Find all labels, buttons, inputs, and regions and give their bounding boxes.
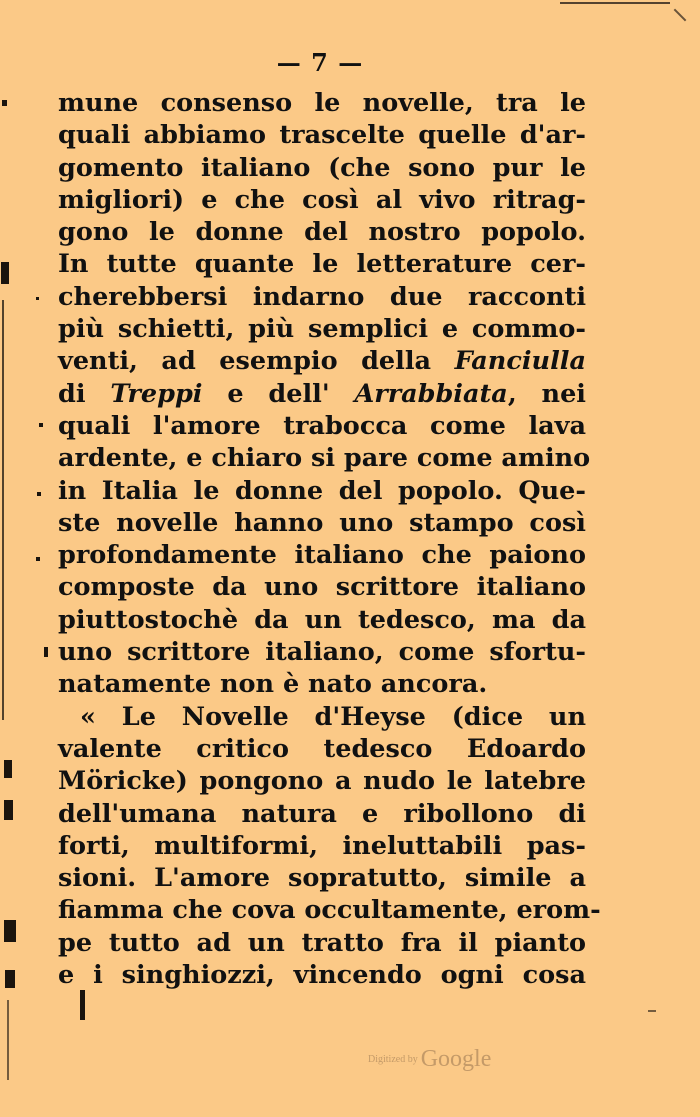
text-line: Möricke) pongono a nudo le latebre <box>58 766 586 797</box>
text-line: quali l'amore trabocca come lava <box>58 410 586 441</box>
text-line: composte da uno scrittore italiano <box>58 572 586 603</box>
corner-mark <box>674 9 687 22</box>
margin-artifact <box>36 557 40 561</box>
margin-artifact <box>4 760 12 778</box>
margin-artifact <box>2 300 4 720</box>
text-line: forti, multiformi, ineluttabili pas- <box>58 830 586 861</box>
text-line: e i singhiozzi, vincendo ogni cosa <box>58 960 586 991</box>
text-line: dell'umana natura e ribollono di <box>58 798 586 829</box>
text-line: ardente, e chiaro si pare come amino <box>58 443 591 474</box>
text-line-with-titles <box>58 378 586 410</box>
margin-artifact <box>1 262 9 284</box>
italic-title-fanciulla: Fanciulla <box>454 346 586 377</box>
text-line: profondamente italiano che paiono <box>58 540 586 571</box>
text-line: ste novelle hanno uno stampo così <box>58 507 586 538</box>
margin-artifact <box>37 492 41 496</box>
text-line: gomento italiano (che sono pur le <box>58 152 586 183</box>
text-line: gono le donne del nostro popolo. <box>58 217 586 248</box>
margin-artifact <box>80 990 85 1020</box>
text-line: in Italia le donne del popolo. Que- <box>58 475 586 506</box>
top-edge-rule <box>560 2 670 4</box>
text-line: uno scrittore italiano, come sfortu- <box>58 637 586 668</box>
google-logo: Google <box>420 1046 492 1072</box>
text-line: piuttostochè da un tedesco, ma da <box>58 604 586 635</box>
google-watermark <box>368 1046 491 1073</box>
watermark-prefix: Digitized by <box>368 1054 418 1065</box>
margin-artifact <box>36 297 39 300</box>
text-fragment: di <box>58 378 111 409</box>
text-line: In tutte quante le letterature cer- <box>58 249 586 280</box>
text-line: mune consenso le novelle, tra le <box>58 88 586 118</box>
text-line: natamente non è nato ancora. <box>58 669 488 700</box>
text-line: cherebbersi indarno due racconti <box>58 281 586 312</box>
text-line: pe tutto ad un tratto fra il pianto <box>58 927 586 958</box>
margin-artifact <box>44 647 48 657</box>
margin-artifact <box>4 800 13 820</box>
margin-artifact <box>2 100 7 106</box>
text-fragment: venti, ad esempio della <box>58 346 455 377</box>
italic-title-treppi: Treppi <box>110 378 203 409</box>
text-line-with-title <box>58 345 586 377</box>
margin-artifact <box>7 1000 9 1080</box>
margin-artifact <box>648 1010 656 1012</box>
text-fragment: , nei <box>507 378 586 409</box>
body-text <box>58 87 601 991</box>
margin-artifact <box>5 970 15 988</box>
text-line: più schietti, più semplici e commo- <box>58 314 586 345</box>
text-line: valente critico tedesco Edoardo <box>58 733 586 764</box>
italic-title-arrabbiata: Arrabbiata <box>354 378 508 409</box>
text-line-quote-start: « Le Novelle d'Heyse (dice un <box>80 701 586 732</box>
margin-artifact <box>4 920 16 942</box>
text-fragment: e dell' <box>202 378 355 409</box>
text-line: sioni. L'amore sopratutto, simile a <box>58 863 586 894</box>
margin-artifact <box>39 423 43 427</box>
text-line: quali abbiamo trascelte quelle d'ar- <box>58 120 586 151</box>
text-line: migliori) e che così al vivo ritrag- <box>58 184 586 215</box>
text-line: fiamma che cova occultamente, erom- <box>58 895 601 926</box>
page-number: — 7 — <box>276 48 364 77</box>
